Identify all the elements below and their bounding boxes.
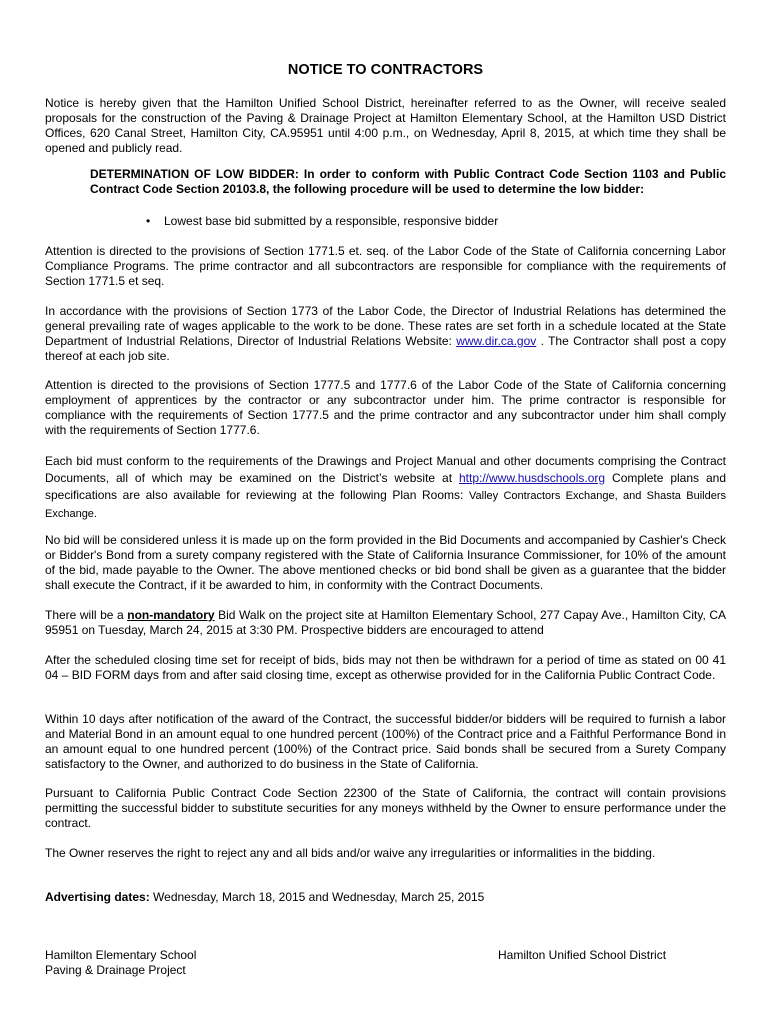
bid-documents-text: Each bid must conform to the requirements of the Drawings and Project Manual and other documents comprising the Contract Documents, all of which may be examined on the District’s website at [45,454,726,485]
prevailing-wage-paragraph [45,304,726,364]
signature-left [45,948,196,978]
bonds-paragraph: Within 10 days after notification of the award of the Contract, the successful bidder/or bidders will be required to furnish a labor and Material Bond in an amount equal to one hundred percent (100%) of the Contract price and a Faithful Performance Bond in an amount equal to one hundred percent (100%) of the Contract price. Said bonds shall be secured from a Surety Company satisfactory to the Owner, and authorized to do business in the State of California. [45,712,726,771]
securities-paragraph: Pursuant to California Public Contract Code Section 22300 of the State of California, the contract will contain provisions permitting the successful bidder to substitute securities for any moneys withheld by the Owner to ensure performance under the contract. [45,786,726,830]
intro-paragraph: Notice is hereby given that the Hamilton Unified School District, hereinafter referred to as the Owner, will receive sealed proposals for the construction of the Paving & Drainage Project at Hamilton Elementary School, at the Hamilton USD District Offices, 620 Canal Street, Hamilton City, CA.95951 until 4:00 p.m., on Wednesday, April 8, 2015, at which time they shall be opened and publicly read. [45,96,726,155]
bullet-text: Lowest base bid submitted by a responsible, responsive bidder [164,214,499,228]
prevailing-wage-text-end: . The Contractor shall post a copy thereof at each job site. [45,334,726,363]
bullet-dot-icon: • [146,214,151,228]
plan-rooms-text: Valley Contractors Exchange, and Shasta Builders Exchange. [45,490,726,520]
withdrawal-paragraph: After the scheduled closing time set for receipt of bids, bids may not then be withdrawn for a period of time as stated on 00 41 04 – BID FORM days from and after said closing time, except as otherwise provided for in the California Public Contract Code. [45,653,726,682]
dir-website-link[interactable]: www.dir.ca.gov [456,334,537,348]
determination-paragraph: DETERMINATION OF LOW BIDDER: In order to conform with Public Contract Code Section 1103 and Public Contract Code Section 20103.8, the following procedure will be used to determine the low bidder: [90,167,726,196]
advertising-dates [45,890,726,905]
bid-walk-text-end: Bid Walk on the project site at Hamilton Elementary School, 277 Capay Ave., Hamilton City, CA 95951 on Tuesday, March 24, 2015 at 3:30 PM. Prospective bidders are encouraged to attend [45,608,726,637]
bid-documents-text-mid: Complete plans and specifications are also available for reviewing at the following Plan Rooms: [45,471,726,502]
bullet-item [146,214,724,229]
page-title: NOTICE TO CONTRACTORS [287,62,484,78]
bid-documents-paragraph [45,453,726,523]
bid-bond-paragraph: No bid will be considered unless it is made up on the form provided in the Bid Documents and accompanied by Cashier's Check or Bidder's Bond from a surety company registered with the State of California Insurance Commissioner, for 10% of the amount of the bid, made payable to the Owner. The above mentioned checks or bid bond shall be given as a guarantee that the bidder shall execute the Contract, if it be awarded to him, in conformity with the Contract Documents. [45,533,726,592]
project-name: Paving & Drainage Project [45,963,186,977]
district-website-link[interactable]: http://www.husdschools.org [459,471,606,485]
bid-walk-paragraph [45,608,726,638]
prevailing-wage-text: In accordance with the provisions of Section 1773 of the Labor Code, the Director of Industrial Relations has determined the general prevailing rate of wages applicable to the work to be done. These rates are set forth in a schedule located at the State Department of Industrial Relations, Director of Industrial Relations Website: [45,304,726,348]
reservation-paragraph: The Owner reserves the right to reject any and all bids and/or waive any irregularities or informalities in the bidding. [45,846,656,860]
advertising-value: Wednesday, March 18, 2015 and Wednesday, March 25, 2015 [149,890,485,904]
district-name: Hamilton Unified School District [498,948,667,962]
apprentices-paragraph: Attention is directed to the provisions of Section 1777.5 and 1777.6 of the Labor Code of the State of California concerning employment of apprentices by the contractor or any subcontractor under him. The prime contractor is responsible for compliance with the requirements of Section 1777.5 and the prime contractor and any subcontractor under him shall comply with the requirements of Section 1777.6. [45,378,726,437]
bid-walk-text: There will be a [45,608,128,622]
signature-right [498,948,666,963]
non-mandatory-label: non-mandatory [127,608,215,622]
school-name: Hamilton Elementary School [45,948,197,962]
advertising-label: Advertising dates: [45,890,150,904]
labor-compliance-paragraph: Attention is directed to the provisions of Section 1771.5 et. seq. of the Labor Code of the State of California concerning Labor Compliance Programs. The prime contractor and all subcontractors are responsible for compliance with the requirements of Section 1771.5 et seq. [45,244,726,288]
